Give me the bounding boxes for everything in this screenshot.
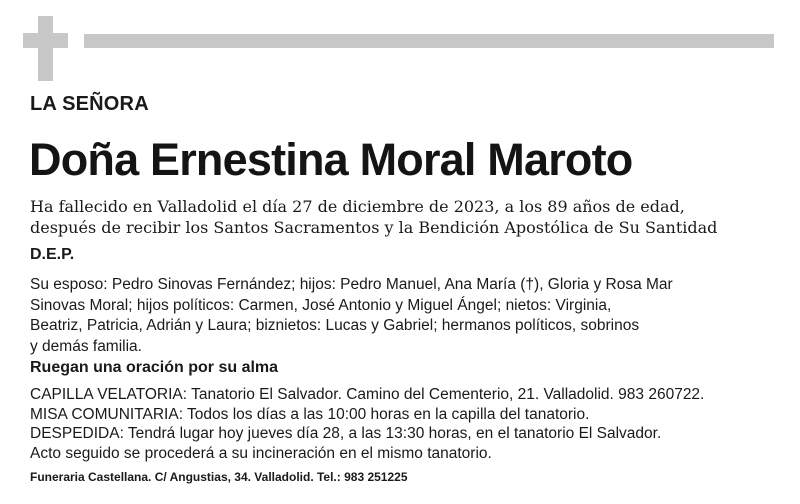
cross-vertical-bar [38,16,53,81]
service-line: DESPEDIDA: Tendrá lugar hoy jueves día 28, a las 13:30 horas, en el tanatorio El Salvador. [30,425,662,442]
family-line: y demás familia. [30,337,142,355]
death-announcement [30,196,790,238]
funeral-home-footer: Funeraria Castellana. C/ Angustias, 34. Valladolid. Tel.: 983 251225 [30,470,408,484]
service-line: MISA COMUNITARIA: Todos los días a las 10:00 horas en la capilla del tanatorio. [30,405,590,423]
family-list [30,275,673,357]
family-line: Sinovas Moral; hijos políticos: Carmen, José Antonio y Miguel Ángel; nietos: Virginia, [30,296,612,314]
family-line: Su esposo: Pedro Sinovas Fernández; hijos: Pedro Manuel, Ana María (†), Gloria y Rosa Mar [30,276,673,293]
cross-horizontal-bar [23,33,68,48]
service-line: Acto seguido se procederá a su incineración en el mismo tanatorio. [30,444,492,462]
prayer-request: Ruegan una oración por su alma [30,359,279,376]
service-line: CAPILLA VELATORIA: Tanatorio El Salvador. Camino del Cementerio, 21. Valladolid. 983 260722. [30,386,705,403]
announcement-line: Ha fallecido en Valladolid el día 27 de diciembre de 2023, a los 89 años de edad, [30,197,685,216]
family-line: Beatriz, Patricia, Adrián y Laura; biznietos: Lucas y Gabriel; hermanos políticos, sobrinos [30,317,640,334]
title-label: LA SEÑORA [30,93,149,115]
service-details [30,385,704,463]
announcement-line: después de recibir los Santos Sacramentos y la Bendición Apostólica de Su Santidad [30,218,718,237]
header-rule [84,34,774,48]
deceased-name: Doña Ernestina Moral Maroto [29,134,633,185]
rip-label: D.E.P. [30,246,75,263]
